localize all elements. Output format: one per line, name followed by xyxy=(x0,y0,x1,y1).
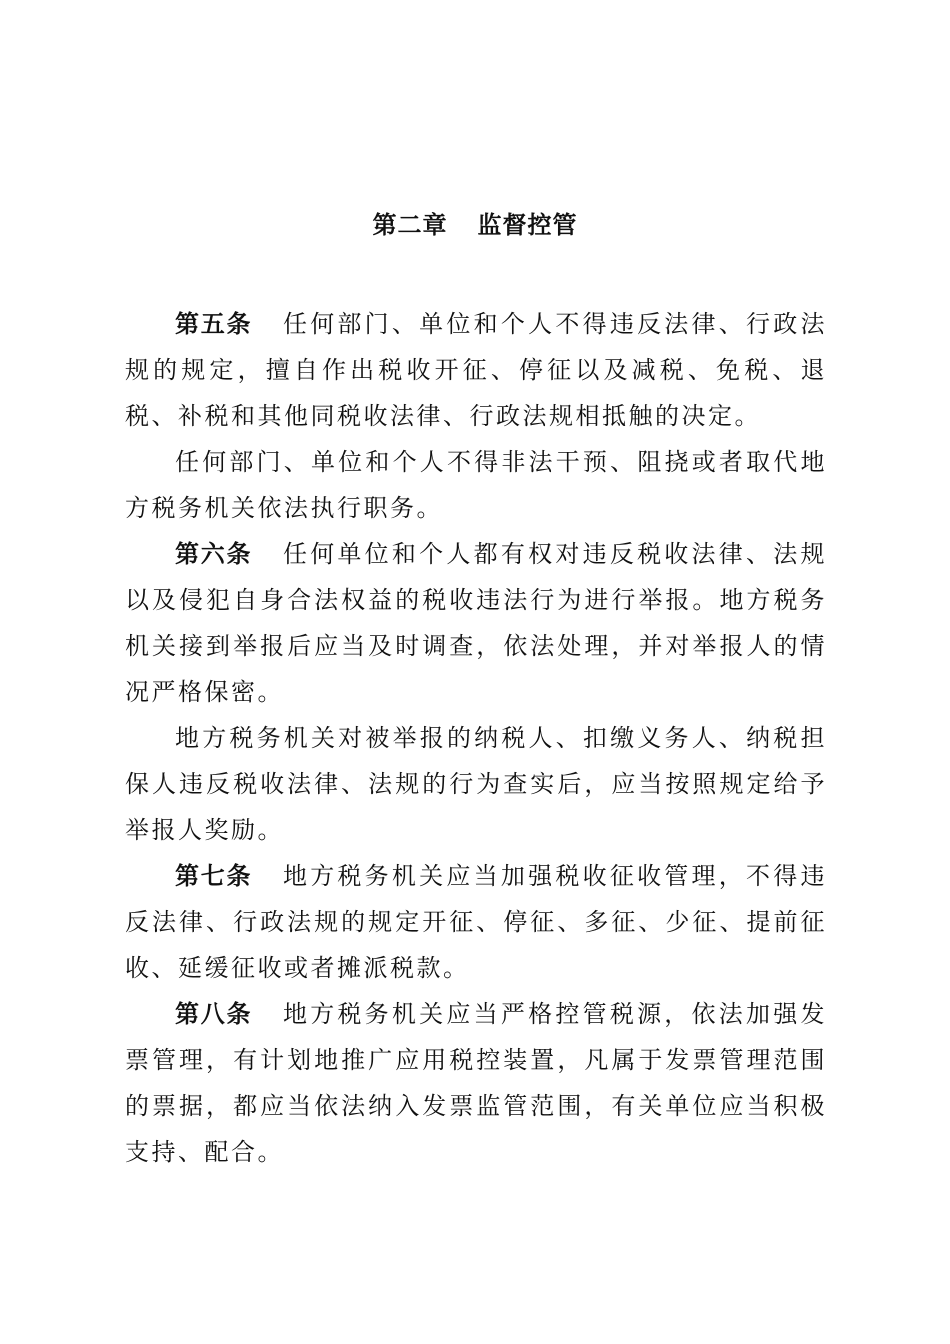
article-paragraph xyxy=(125,301,827,439)
article-label: 第六条 xyxy=(175,540,253,568)
document-body xyxy=(125,301,827,1175)
paragraph xyxy=(125,439,827,531)
paragraph-text: 任何单位和个人都有权对违反税收法律、法规以及侵犯自身合法权益的税收违法行为进行举报。地方税务机关接到举报后应当及时调查，依法处理，并对举报人的情况严格保密。 xyxy=(125,540,827,706)
paragraph-text: 地方税务机关对被举报的纳税人、扣缴义务人、纳税担保人违反税收法律、法规的行为查实后，应当按照规定给予举报人奖励。 xyxy=(125,724,827,844)
article-paragraph xyxy=(125,991,827,1175)
chapter-name: 监督控管 xyxy=(477,211,578,239)
article-label: 第七条 xyxy=(175,862,253,890)
chapter-title xyxy=(0,207,950,243)
article-label: 第五条 xyxy=(175,310,253,338)
paragraph-text: 任何部门、单位和个人不得违反法律、行政法规的规定，擅自作出税收开征、停征以及减税、免税、退税、补税和其他同税收法律、行政法规相抵触的决定。 xyxy=(125,310,827,430)
article-label: 第八条 xyxy=(175,1000,253,1028)
paragraph xyxy=(125,715,827,853)
chapter-number: 第二章 xyxy=(372,211,448,239)
article-paragraph xyxy=(125,531,827,715)
paragraph-text: 地方税务机关应当加强税收征收管理，不得违反法律、行政法规的规定开征、停征、多征、少征、提前征收、延缓征收或者摊派税款。 xyxy=(125,862,827,982)
paragraph-text: 地方税务机关应当严格控管税源，依法加强发票管理，有计划地推广应用税控装置，凡属于发票管理范围的票据，都应当依法纳入发票监管范围，有关单位应当积极支持、配合。 xyxy=(125,1000,827,1166)
paragraph-text: 任何部门、单位和个人不得非法干预、阻挠或者取代地方税务机关依法执行职务。 xyxy=(125,448,827,522)
article-paragraph xyxy=(125,853,827,991)
